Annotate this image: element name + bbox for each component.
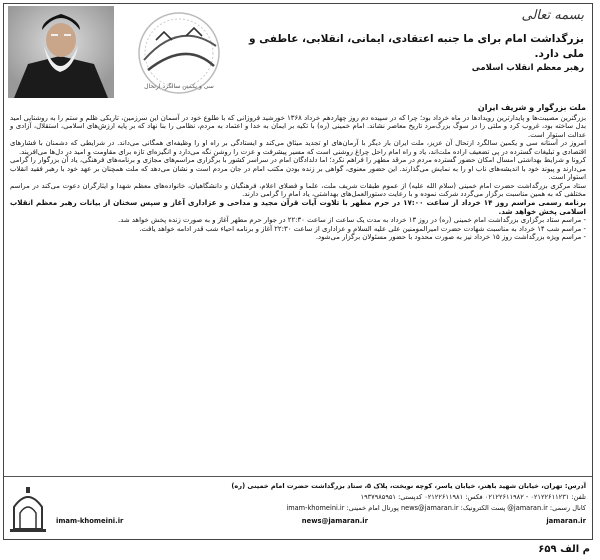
channels-line: کانال رسمی: jamaran.ir@ پست الکترونیک: news@jamaran.ir پورتال امام خمینی: imam-khomeini.ir [286,504,586,512]
intro-column [234,104,586,113]
emblem-text: سی و یکمین سالگرد ارتحال [144,83,214,90]
portal-link[interactable]: imam-khomeini.ir [56,517,124,525]
program-item: - مراسم ستاد برگزاری بزرگداشت امام خمینی (ره) در روز ۱۳ خرداد به مدت یک ساعت از ساعت ۲۲:۳۰ در جوار حرم مطهر آغاز و به صورت زنده پخش خواهد شد. [118,216,586,225]
shrine-logo-icon [8,483,48,535]
address-line: آدرس: تهران، خیابان شهید باهنر، خیابان یاسر، کوچه نوبخت، پلاک ۵، ستاد بزرگداشت حضرت امام خمینی (ره) [231,482,586,490]
page-number: م الف ۶۵۹ [538,544,590,555]
program-item: - مراسم شب ۱۴ خرداد به مناسبت شهادت حضرت امیرالمومنین علی علیه السلام و عزاداری از ساعت ۲۲:۳۰ آغاز و برنامه احیاء شب قدر ادامه خواهد یافت. [139,224,586,233]
greeting: ملت بزرگوار و شریف ایران [477,103,586,112]
signature: بسمه تعالی [521,8,584,23]
title-block [244,10,584,73]
contact-info [56,481,586,525]
paragraph: بزرگترین مصیبت‌ها و پایدارترین رویدادها در ماه خرداد بود؛ چرا که در سپیده دم روز چهاردهم خرداد ۱۳۶۸ خورشید فروزانی که با طلوع خود در آسمان این سرزمین، تاریکی ظلم و ستم را به روشنایی امید بدل ساخته بود، غروب کرد و ملتی را در سوگ بزرگ‌مرد تاریخ معاصر نشاند. امام خمینی (ره) با تکیه بر ایمان به خدا و اعتماد به مردم، نظامی را بنا نهاد که بر پایه ارزش‌های اسلامی، استقلال، آزادی و عدالت استوار است. [10,113,586,139]
announcement-body [4,70,592,475]
footer [4,476,592,540]
paragraph: امروز در آستانه سی و یکمین سالگرد ارتحال آن عزیز، ملت ایران بار دیگر با آرمان‌های او تجدید میثاق می‌کند و ایستادگی بر راه او را وظیفه‌ای همگانی می‌داند. در شرایطی که دشمنان با فشارهای اقتصادی و تبلیغات گسترده در پی تضعیف اراده ملت‌اند، یاد و راه امام راحل چراغ روشنی است که مسیر پیشرفت و عزت را روشن نگه می‌دارد و انگیزه‌ای تازه برای مقاومت و امید در دل‌ها می‌افریند. [10,139,586,156]
headline: بزرگداشت امام برای ما جنبه اعتقادی، ایمانی، انقلابی، عاطفی و ملی دارد. [249,33,584,60]
phone-line: تلفن: ۰۲۱۲۲۶۱۱۲۳۱ - ۰۲۱۲۲۶۱۱۹۸۲ فکس: ۰۲۱۲۲۶۱۱۹۸۱ کدپستی: ۱۹۳۷۹۸۵۹۵۱ [360,493,586,501]
program-item: - مراسم ویژه بزرگداشت روز ۱۵ خرداد نیز به صورت محدود با حضور مسئولان برگزار می‌شود. [315,233,586,242]
jamaran-link[interactable]: jamaran.ir [546,517,586,525]
email-link[interactable]: news@jamaran.ir [301,517,368,525]
site-links [56,517,586,525]
document-frame [3,3,593,540]
paragraph: ستاد مرکزی بزرگداشت حضرت امام خمینی (سلام الله علیه) از عموم طبقات شریف ملت، علما و فضلای اعلام، فرهنگیان و دانشگاهیان، خانواده‌های معظم شهدا و ایثارگران دعوت می‌کند در مراسم مختلفی که به همین مناسبت برگزار می‌گردد شرکت نموده و با رعایت دستورالعمل‌های بهداشتی، یاد امام را گرامی دارند. [10,181,586,199]
paragraph: کرونا و شرایط بهداشتی امسال امکان حضور گسترده مردم در مرقد مطهر را فراهم نکرد؛ اما دلدادگان امام در سراسر کشور با برگزاری مراسم‌های مجازی و برنامه‌های فرهنگی، یاد آن بزرگوار را گرامی می‌دارند و پیوند خود با اندیشه‌های ناب او را به نمایش می‌گذارند. این حضور معنوی، گواهی بر زنده بودن مکتب امام در جان مردم است و نشان می‌دهد که ملت همچنان بر عهد خود با رهبر فقید انقلاب استوار است. [10,156,586,182]
subhead: رهبر معظم انقلاب اسلامی [471,63,584,73]
program-announcement: برنامه رسمی مراسم روز ۱۴ خرداد از ساعت ۱۷:۰۰ در حرم مطهر با تلاوت آیات قرآن مجید و مداحی و عزاداری آغاز و سپس سخنان از بیانات رهبر معظم انقلاب اسلامی پخش خواهد شد. [10,198,586,216]
